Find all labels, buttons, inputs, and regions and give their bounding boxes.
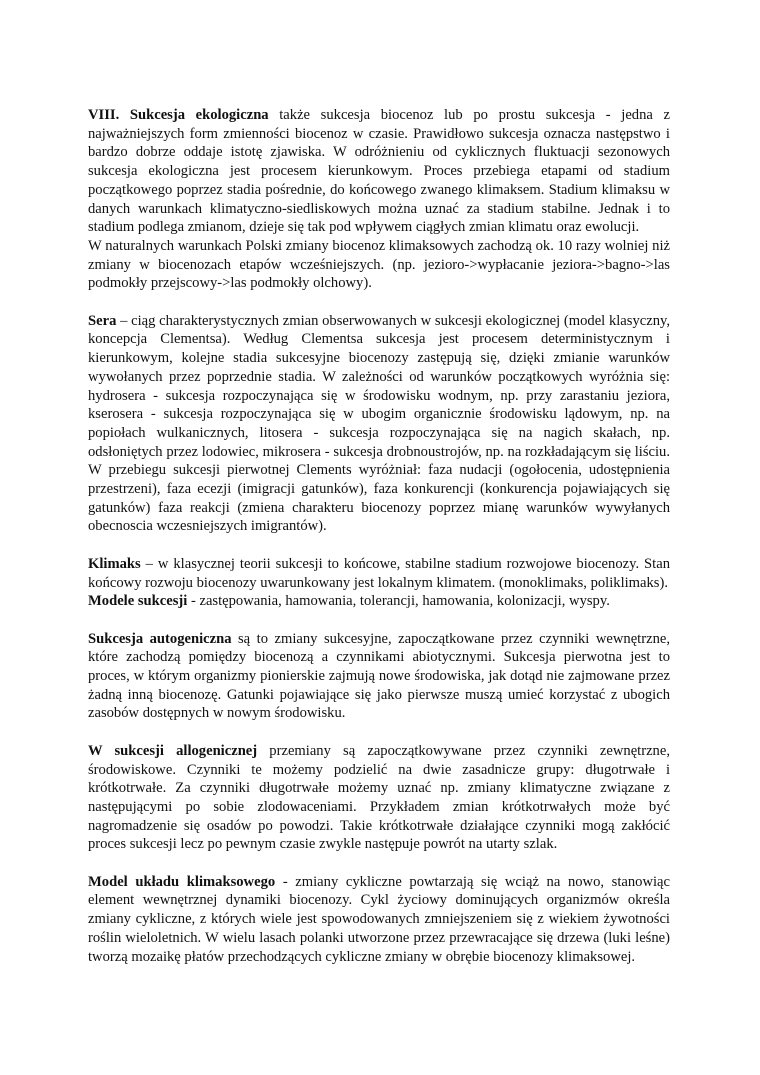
text-modele-sukcesji: - zastępowania, hamowania, tolerancji, hamowania, kolonizacji, wyspy. (187, 593, 610, 610)
text-sukcesja-allogeniczna: przemiany są zapoczątkowywane przez czynniki zewnętrzne, środowiskowe. Czynniki te możemy podzielić na dwie zasadnicze grupy: długotrwałe i krótkotrwałe. Za czynniki długotrwałe możemy uznać np. zmiany klimatyczne związane z następującymi po sobie zlodowaceniami. Przykładem zmian krótkotrwałych może być nagromadzenie się osadów po powodzi. Takie krótkotrwałe działające czynniki mogą zakłócić proces sukcesji lecz po pewnym czasie zwykle następuje powrót na utarty szlak. (88, 742, 670, 853)
paragraph-klimaks (88, 555, 670, 592)
paragraph-sera (88, 312, 670, 536)
heading-modele-sukcesji: Modele sukcesji (88, 593, 188, 610)
heading-sukcesja-autogeniczna: Sukcesja autogeniczna (88, 630, 232, 647)
text-model-klimaksowy: - zmiany cykliczne powtarzają się wciąż na nowo, stanowiąc element wewnętrznej dynamiki biocenozy. Cykl życiowy dominujących organizmów określa zmiany cykliczne, z których wiele jest spowodowanych zmniejszeniem się z wiekiem żywotności roślin wieloletnich. W wielu lasach polanki utworzone przez przewracające się drzewa (luki leśne) tworzą mozaikę płatów przechodzących cykliczne zmiany w obrębie biocenozy klimaksowej. (88, 873, 671, 965)
paragraph-gap (88, 723, 670, 742)
paragraph-modele-sukcesji (88, 592, 670, 611)
paragraph-gap (88, 854, 670, 873)
paragraph-sukcesja-allogeniczna (88, 742, 670, 854)
heading-klimaks: Klimaks (88, 555, 141, 572)
heading-sukcesja-ekologiczna: VIII. Sukcesja ekologiczna (88, 107, 269, 123)
paragraph-gap (88, 293, 670, 312)
paragraph-sukcesja-ekologiczna (88, 106, 670, 237)
paragraph-gap (88, 611, 670, 630)
text-sukcesja-ekologiczna: także sukcesja biocenoz lub po prostu sukcesja - jedna z najważniejszych form zmienności biocenoz w czasie. Prawidłowo sukcesja oznacza następstwo i bardzo dobrze oddaje istotę zjawiska. W odróżnieniu od cyklicznych fluktuacji sezonowych sukcesja ekologiczna jest procesem kierunkowym. Proces przebiega etapami od stadium początkowego poprzez stadia pośrednie, do końcowego zwanego klimaksem. Stadium klimaksu w danych warunkach klimatyczno-siedliskowych można uznać za stadium stabilne. Jednak i to stadium podlega zmianom, dzieje się tak pod wpływem ciągłych zmian klimatu oraz ewolucji. (88, 107, 670, 236)
text-warunki-polski: W naturalnych warunkach Polski zmiany biocenoz klimaksowych zachodzą ok. 10 razy wolniej niż zmiany w biocenozach etapów wcześniejszych. (np. jezioro->wypłacanie jeziora->bagno->las podmokły przejscowy->las podmokły olchowy). (88, 237, 670, 292)
document-page (88, 106, 670, 966)
text-sera: – ciąg charakterystycznych zmian obserwowanych w sukcesji ekologicznej (model klasyczny, koncepcja Clementsa). Według Clementsa sukcesja jest procesem deterministycznym i kierunkowym, kolejne stadia sukcesyjne biocenozy zastępują się, dzięki zmianie warunków wywołanych przez poprzednie stadia. W zależności od warunków początkowych wyróżnia się: hydrosera - sukcesja rozpoczynająca się w środowisku wodnym, np. przy zarastaniu jeziora, kserosera - sukcesja rozpoczynająca się w ubogim organicznie środowisku lądowym, np. na popiołach wulkanicznych, litosera - sukcesja rozpoczynająca się na nagich skałach, np. odsłoniętych przez lodowiec, mikrosera - sukcesja drobnoustrojów, np. na rozkładającym się liściu. W przebiegu sukcesji pierwotnej Clements wyróżniał: faza nudacji (ogołocenia, udostępnienia przestrzeni), faza ecezji (imigracji gatunków), faza konkurencji (konkurencja pojawiających się gatunków) faza reakcji (zmiena charakteru biocenozy poprzez mianę warunków wywyłanych obecnoscia wczesniejszych imigrantów). (88, 312, 670, 535)
paragraph-sukcesja-autogeniczna (88, 630, 670, 724)
text-klimaks: – w klasycznej teorii sukcesji to końcowe, stabilne stadium rozwojowe biocenozy. Stan końcowy rozwoju biocenozy uwarunkowany jest lokalnym klimatem. (monoklimaks, poliklimaks). (88, 555, 670, 591)
heading-model-klimaksowy: Model układu klimaksowego (88, 873, 276, 890)
heading-sera: Sera (88, 312, 117, 329)
text-sukcesja-autogeniczna: są to zmiany sukcesyjne, zapoczątkowane przez czynniki wewnętrzne, które zachodzą pomiędzy biocenozą a czynnikami abiotycznymi. Sukcesja pierwotna jest to proces, w którym organizmy pionierskie zajmują nowe środowiska, jak dotąd nie zajmowane przez żadną inną biocenozę. Gatunki pojawiające się jako pierwsze muszą umieć korzystać z ubogich zasobów dostępnych w nowym środowisku. (88, 630, 670, 722)
paragraph-gap (88, 536, 670, 555)
heading-sukcesja-allogeniczna: W sukcesji allogenicznej (88, 742, 258, 759)
paragraph-model-klimaksowy (88, 873, 670, 967)
paragraph-warunki-polski (88, 237, 670, 293)
